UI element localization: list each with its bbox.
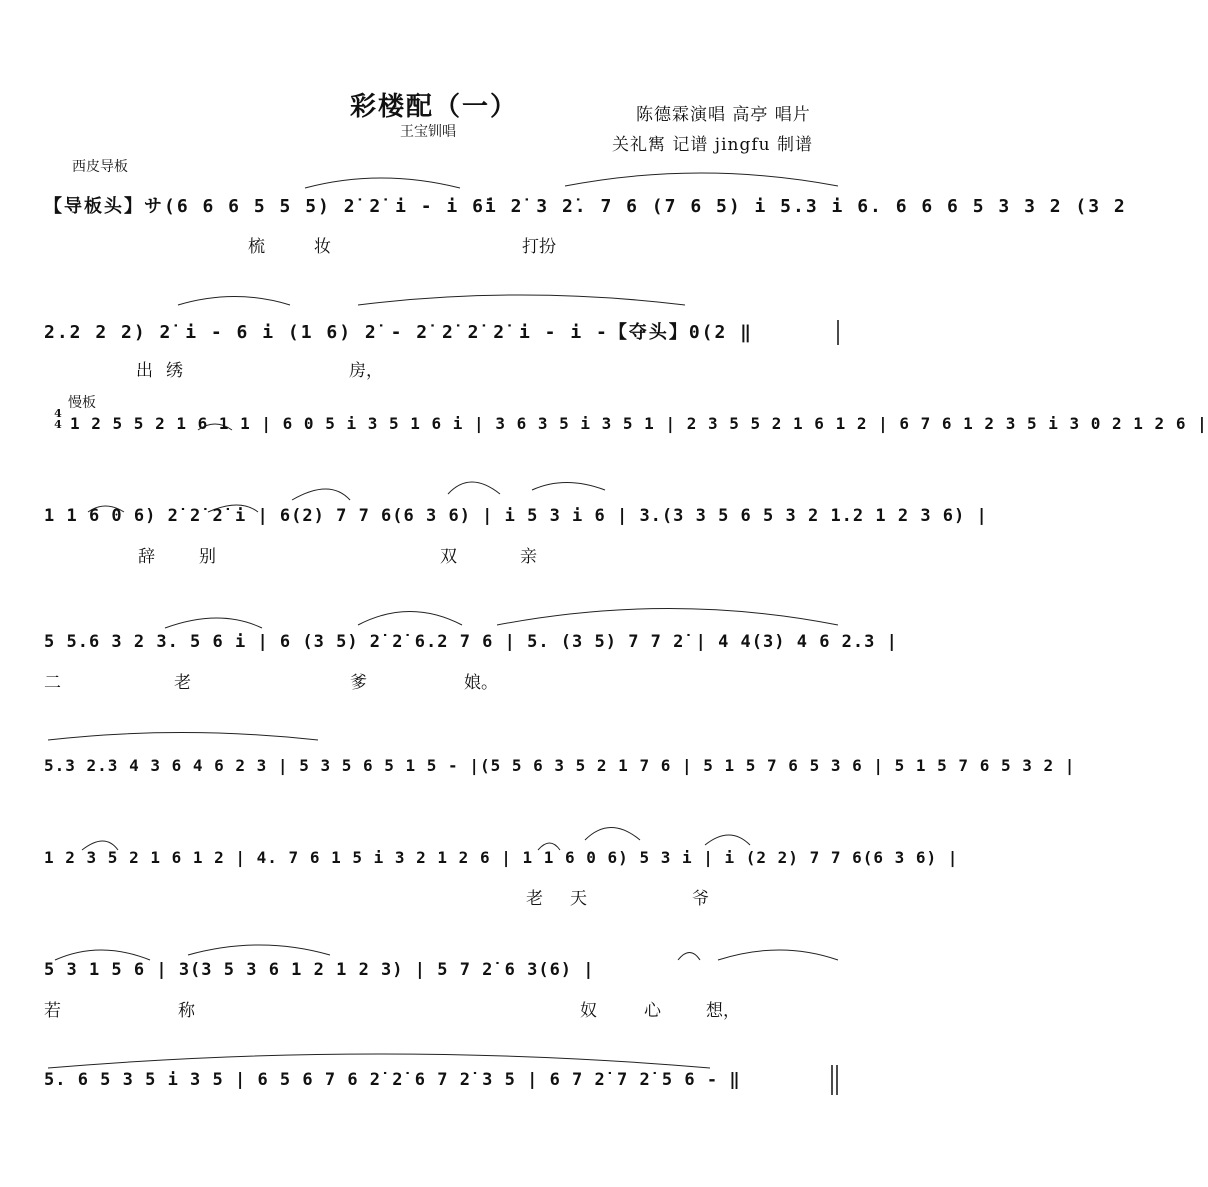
section-label-xipi-daoban: 西皮导板	[72, 159, 128, 175]
notation-row-5: 5 5.6 3 2 3. 5 6 i | 6 (3 5) 2̇ 2̇ 6.2 7 6 | 5. (3 5) 7 7 2̇ | 4 4(3) 4 6 2.3 |	[44, 632, 898, 652]
lyrics-row-4	[44, 668, 844, 694]
page-title: 彩楼配（一）	[350, 92, 519, 122]
lyric-char: 奴	[580, 1001, 597, 1021]
lyrics-row-1	[44, 232, 844, 258]
notation-row-4: 1 1 6 0 6) 2̇ 2̇ 2̇ i | 6(2) 7 7 6(6 3 6) | i 5 3 i 6 | 3.(3 3 5 6 5 3 2 1.2 1 2 3 6) |	[44, 506, 988, 526]
lyric-char: 老	[526, 889, 543, 909]
performer-credit: 陈德霖演唱 高亭 唱片	[636, 105, 811, 125]
lyric-char: 亲	[520, 547, 537, 567]
time-signature: 4 4	[54, 407, 62, 431]
lyric-char: 称	[178, 1001, 195, 1021]
lyric-char: 打扮	[522, 237, 556, 257]
notation-row-3: 1 2 5 5 2 1 6 1 1 | 6 0 5 i 3 5 1 6 i | 3 6 3 5 i 3 5 1 | 2 3 5 5 2 1 6 1 2 | 6 7 6 1 2 3 5 i 3 0 2 1 2 6 |	[70, 414, 1208, 433]
section-label-manban: 慢板	[68, 395, 96, 411]
lyrics-row-6	[44, 996, 844, 1022]
lyric-char: 双	[440, 547, 457, 567]
lyrics-row-5	[44, 884, 844, 910]
lyric-char: 梳	[248, 237, 265, 257]
lyrics-row-3	[44, 542, 844, 568]
transcriber-credit: 关礼寯 记谱 jingfu 制谱	[612, 135, 813, 155]
lyric-char: 爹	[350, 673, 367, 693]
notation-row-9: 5. 6 5 3 5 i 3 5 | 6 5 6 7 6 2̇ 2̇ 6 7 2̇ 3 5 | 6 7 2̇ 7 2̇ 5 6 - ‖	[44, 1070, 741, 1090]
lyric-char: 辞	[138, 547, 155, 567]
notation-row-2: 2.2 2 2) 2̇ i - 6 i (1 6) 2̇ - 2̇ 2̇ 2̇ 2̇ i - i -【夺头】0(2 ‖	[44, 322, 754, 343]
lyric-char: 别	[199, 547, 216, 567]
lyric-char: 出	[136, 361, 153, 381]
notation-row-1: 【导板头】サ(6 6 6 5 5 5) 2̇ 2̇ i - i 6̇i 2̇ 3 2̇. 7 6 (7 6 5) i 5.3 i 6. 6 6 6 5 3 3 2 (3 2	[44, 196, 1127, 217]
lyric-char: 想，	[706, 1001, 740, 1021]
lyric-char: 爷	[692, 889, 709, 909]
notation-row-7: 1 2 3 5 2 1 6 1 2 | 4. 7 6 1 5 i 3 2 1 2 6 | 1 1 6 0 6) 5 3 i | i (2 2) 7 7 6(6 3 6) |	[44, 848, 959, 867]
lyric-char: 若	[44, 1001, 61, 1021]
lyric-char: 心	[644, 1001, 661, 1021]
lyrics-row-2	[44, 356, 844, 382]
notation-row-8: 5 3 1 5 6 | 3(3 5 3 6 1 2 1 2 3) | 5 7 2̇ 6 3(6) |	[44, 960, 595, 980]
lyric-char: 老	[174, 673, 191, 693]
lyric-char: 娘。	[464, 673, 498, 693]
lyric-char: 天	[570, 889, 587, 909]
singer-subtitle: 王宝钏唱	[400, 124, 456, 140]
lyric-char: 妆	[314, 237, 331, 257]
lyric-char: 房，	[349, 361, 383, 381]
lyric-char: 二	[44, 673, 61, 693]
notation-row-6: 5.3 2.3 4 3 6 4 6 2 3 | 5 3 5 6 5 1 5 - |(5 5 6 3 5 2 1 7 6 | 5 1 5 7 6 5 3 6 | 5 1 5 7 6 5 3 2 |	[44, 756, 1076, 775]
lyric-char: 绣	[166, 361, 183, 381]
